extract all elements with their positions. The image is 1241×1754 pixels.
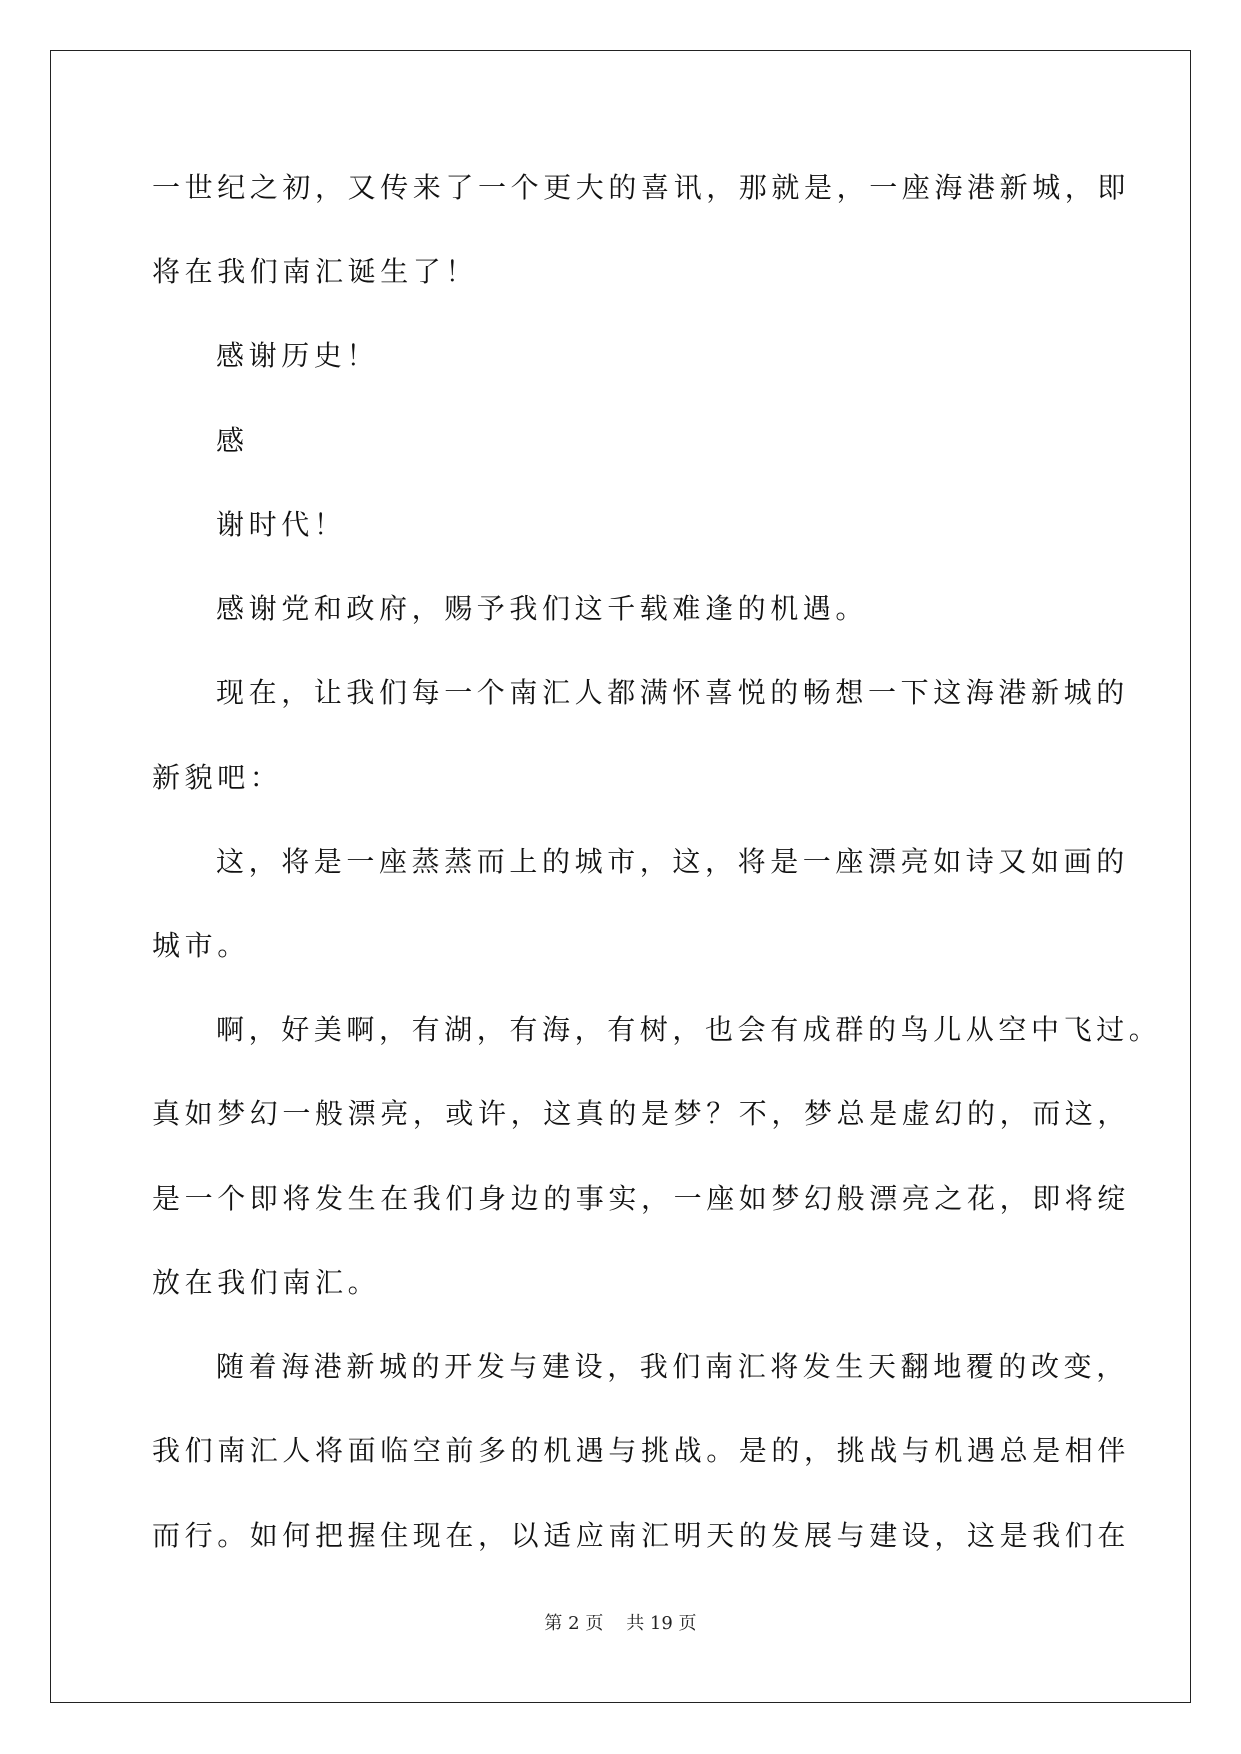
page-number: 第 2 页 共 19 页 xyxy=(544,1613,697,1634)
text-line: 我们南汇人将面临空前多的机遇与挑战。是的，挑战与机遇总是相伴 xyxy=(152,1434,1131,1467)
text-line: 这，将是一座蒸蒸而上的城市，这，将是一座漂亮如诗又如画的 xyxy=(216,845,1129,878)
text-line: 而行。如何把握住现在，以适应南汇明天的发展与建设，这是我们在 xyxy=(152,1519,1131,1552)
text-line: 谢时代！ xyxy=(216,508,347,541)
text-line: 将在我们南汇诞生了！ xyxy=(152,255,479,288)
text-line: 放在我们南汇。 xyxy=(152,1266,381,1299)
text-line: 真如梦幻一般漂亮，或许，这真的是梦？不，梦总是虚幻的，而这， xyxy=(152,1097,1131,1130)
text-line: 是一个即将发生在我们身边的事实，一座如梦幻般漂亮之花，即将绽 xyxy=(152,1182,1131,1215)
text-line: 城市。 xyxy=(152,929,250,962)
text-line: 随着海港新城的开发与建设，我们南汇将发生天翻地覆的改变， xyxy=(216,1350,1129,1383)
text-line: 感 xyxy=(216,424,249,457)
text-line: 一世纪之初，又传来了一个更大的喜讯，那就是，一座海港新城，即 xyxy=(152,171,1131,204)
text-line: 啊，好美啊，有湖，有海，有树，也会有成群的鸟儿从空中飞过。 xyxy=(216,1013,1162,1046)
text-line: 感谢党和政府，赐予我们这千载难逢的机遇。 xyxy=(216,592,869,625)
text-line: 新貌吧： xyxy=(152,761,283,794)
text-line: 现在，让我们每一个南汇人都满怀喜悦的畅想一下这海港新城的 xyxy=(216,676,1129,709)
text-line: 感谢历史！ xyxy=(216,339,380,372)
